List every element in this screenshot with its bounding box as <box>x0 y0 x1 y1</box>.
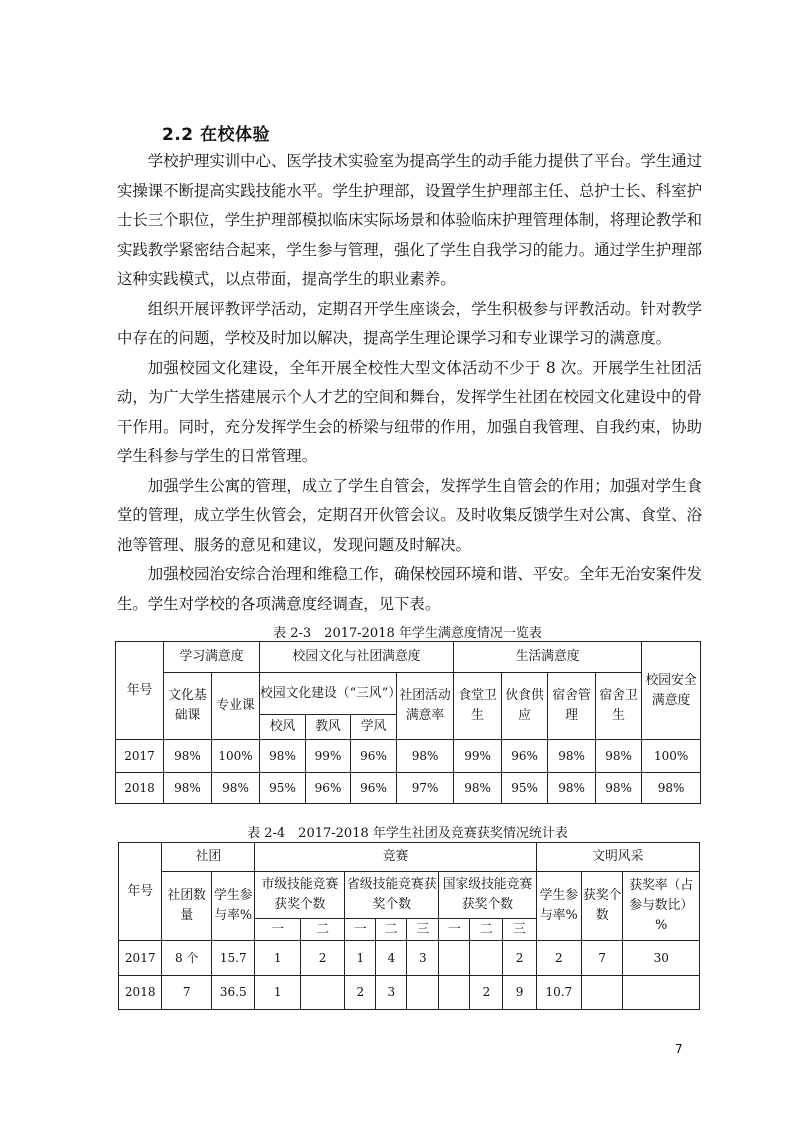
paragraph: 学校护理实训中心、医学技术实验室为提高学生的动手能力提供了平台。学生通过实操课不断提高实践技能水平。学生护理部，设置学生护理部主任、总护士长、科室护士长三个职位，学生护理部模拟临床实际场景和体验临床护理管理体制，将理论教学和实践教学紧密结合起来，学生参与管理，强化了学生自我学习的能力。通过学生护理部这种实践模式，以点带面，提高学生的职业素养。 <box>117 152 702 288</box>
cell: 98% <box>454 773 502 804</box>
header-year: 年号 <box>119 843 162 941</box>
cell: 2 <box>345 976 376 1010</box>
header-xuef: 学风 <box>351 715 397 740</box>
header-rank-1: 一 <box>439 919 470 941</box>
cell: 2 <box>536 941 581 976</box>
cell: 100% <box>212 740 260 773</box>
cell <box>470 941 503 976</box>
paragraph: 加强校园治安综合治理和维稳工作，确保校园环境和谐、平安。全年无治安案件发生。学生对学校的各项满意度经调查，见下表。 <box>117 565 702 613</box>
cell: 3 <box>376 976 407 1010</box>
cell <box>623 976 700 1010</box>
header-study: 学习满意度 <box>164 642 260 673</box>
cell: 98% <box>548 740 596 773</box>
cell: 1 <box>345 941 376 976</box>
cell: 30 <box>623 941 700 976</box>
cell <box>407 976 439 1010</box>
paragraph: 组织开展评教评学活动，定期召开学生座谈会，学生积极参与评教活动。针对教学中存在的问题，学校及时加以解决，提高学生理论课学习和专业课学习的满意度。 <box>117 299 702 347</box>
cell: 1 <box>255 976 300 1010</box>
cell <box>300 976 344 1010</box>
cell: 99% <box>454 740 502 773</box>
header-rank-1: 一 <box>255 919 300 941</box>
cell: 96% <box>351 773 397 804</box>
section-heading: 2.2 在校体验 <box>162 125 271 145</box>
header-dorm-hyg: 宿舍卫生 <box>596 673 642 740</box>
cell: 99% <box>306 740 351 773</box>
table-row <box>116 740 701 773</box>
table1-caption: 表 2-3 2017-2018 年学生满意度情况一览表 <box>273 626 542 641</box>
header-jf: 教风 <box>306 715 351 740</box>
cell: 10.7 <box>536 976 581 1010</box>
table-row <box>116 773 701 804</box>
header-nat: 国家级技能竞赛获奖个数 <box>439 872 536 919</box>
header-club: 社团活动满意率 <box>397 673 454 740</box>
header-award-count: 获奖个数 <box>582 872 623 941</box>
cell: 95% <box>502 773 548 804</box>
clubs-contests-table <box>118 842 700 1010</box>
header-xf: 校风 <box>260 715 306 740</box>
header-contest: 竞赛 <box>255 843 536 872</box>
cell: 3 <box>407 941 439 976</box>
paragraph: 加强校园文化建设，全年开展全校性大型文体活动不少于 8 次。开展学生社团活动，为广大学生搭建展示个人才艺的空间和舞台，发挥学生社团在校园文化建设中的骨干作用。同时，充分发挥学生会的桥梁与纽带的作用，加强自我管理、自我约束，协助学生科参与学生的日常管理。 <box>117 358 702 465</box>
header-club: 社团 <box>162 843 255 872</box>
cell: 9 <box>503 976 536 1010</box>
header-rank-3: 三 <box>407 919 439 941</box>
page-number: 7 <box>675 1042 683 1056</box>
cell: 98% <box>164 773 212 804</box>
header-prov: 省级技能竞赛获奖个数 <box>345 872 439 919</box>
header-club-rate: 学生参与率% <box>212 872 255 941</box>
cell: 1 <box>255 941 300 976</box>
table-row <box>119 941 700 976</box>
cell: 96% <box>351 740 397 773</box>
cell <box>582 976 623 1010</box>
header-culture: 校园文化与社团满意度 <box>260 642 454 673</box>
header-style-rate: 学生参与率% <box>536 872 581 941</box>
cell: 98% <box>642 773 701 804</box>
header-award-rate: 获奖率（占参与数比）% <box>623 872 700 941</box>
cell: 98% <box>596 740 642 773</box>
header-safety: 校园安全满意度 <box>642 642 701 740</box>
cell: 2 <box>300 941 344 976</box>
header-canteen: 食堂卫生 <box>454 673 502 740</box>
cell: 98% <box>397 740 454 773</box>
paragraph: 加强学生公寓的管理，成立了学生自管会，发挥学生自管会的作用；加强对学生食堂的管理，成立学生伙管会，定期召开伙管会议。及时收集反馈学生对公寓、食堂、浴池等管理、服务的意见和建议，发现问题及时解决。 <box>117 476 702 554</box>
body-text <box>117 147 702 619</box>
header-club-count: 社团数量 <box>162 872 212 941</box>
header-build: 校园文化建设（“三风”） <box>260 673 397 715</box>
cell <box>439 976 470 1010</box>
cell: 7 <box>162 976 212 1010</box>
cell: 2 <box>503 941 536 976</box>
header-dorm-mgmt: 宿舍管理 <box>548 673 596 740</box>
cell: 96% <box>502 740 548 773</box>
cell: 2017 <box>116 740 164 773</box>
cell: 4 <box>376 941 407 976</box>
header-life: 生活满意度 <box>454 642 642 673</box>
cell: 95% <box>260 773 306 804</box>
header-basic: 文化基础课 <box>164 673 212 740</box>
cell: 98% <box>596 773 642 804</box>
cell: 36.5 <box>212 976 255 1010</box>
header-city: 市级技能竞赛获奖个数 <box>255 872 345 919</box>
cell: 98% <box>164 740 212 773</box>
cell: 97% <box>397 773 454 804</box>
cell: 7 <box>582 941 623 976</box>
cell <box>439 941 470 976</box>
cell: 98% <box>260 740 306 773</box>
cell: 98% <box>548 773 596 804</box>
table2-caption: 表 2-4 2017-2018 年学生社团及竞赛获奖情况统计表 <box>247 826 568 841</box>
satisfaction-table <box>115 641 701 804</box>
cell: 15.7 <box>212 941 255 976</box>
cell: 100% <box>642 740 701 773</box>
header-style: 文明风采 <box>536 843 699 872</box>
cell: 2 <box>470 976 503 1010</box>
cell: 2018 <box>119 976 162 1010</box>
cell: 98% <box>212 773 260 804</box>
header-meal: 伙食供应 <box>502 673 548 740</box>
header-rank-3: 三 <box>503 919 536 941</box>
table-row <box>119 976 700 1010</box>
header-rank-2: 二 <box>376 919 407 941</box>
cell: 2017 <box>119 941 162 976</box>
cell: 96% <box>306 773 351 804</box>
header-year: 年号 <box>116 642 164 740</box>
header-rank-1: 一 <box>345 919 376 941</box>
cell: 8 个 <box>162 941 212 976</box>
header-major: 专业课 <box>212 673 260 740</box>
header-rank-2: 二 <box>300 919 344 941</box>
header-rank-2: 二 <box>470 919 503 941</box>
cell: 2018 <box>116 773 164 804</box>
